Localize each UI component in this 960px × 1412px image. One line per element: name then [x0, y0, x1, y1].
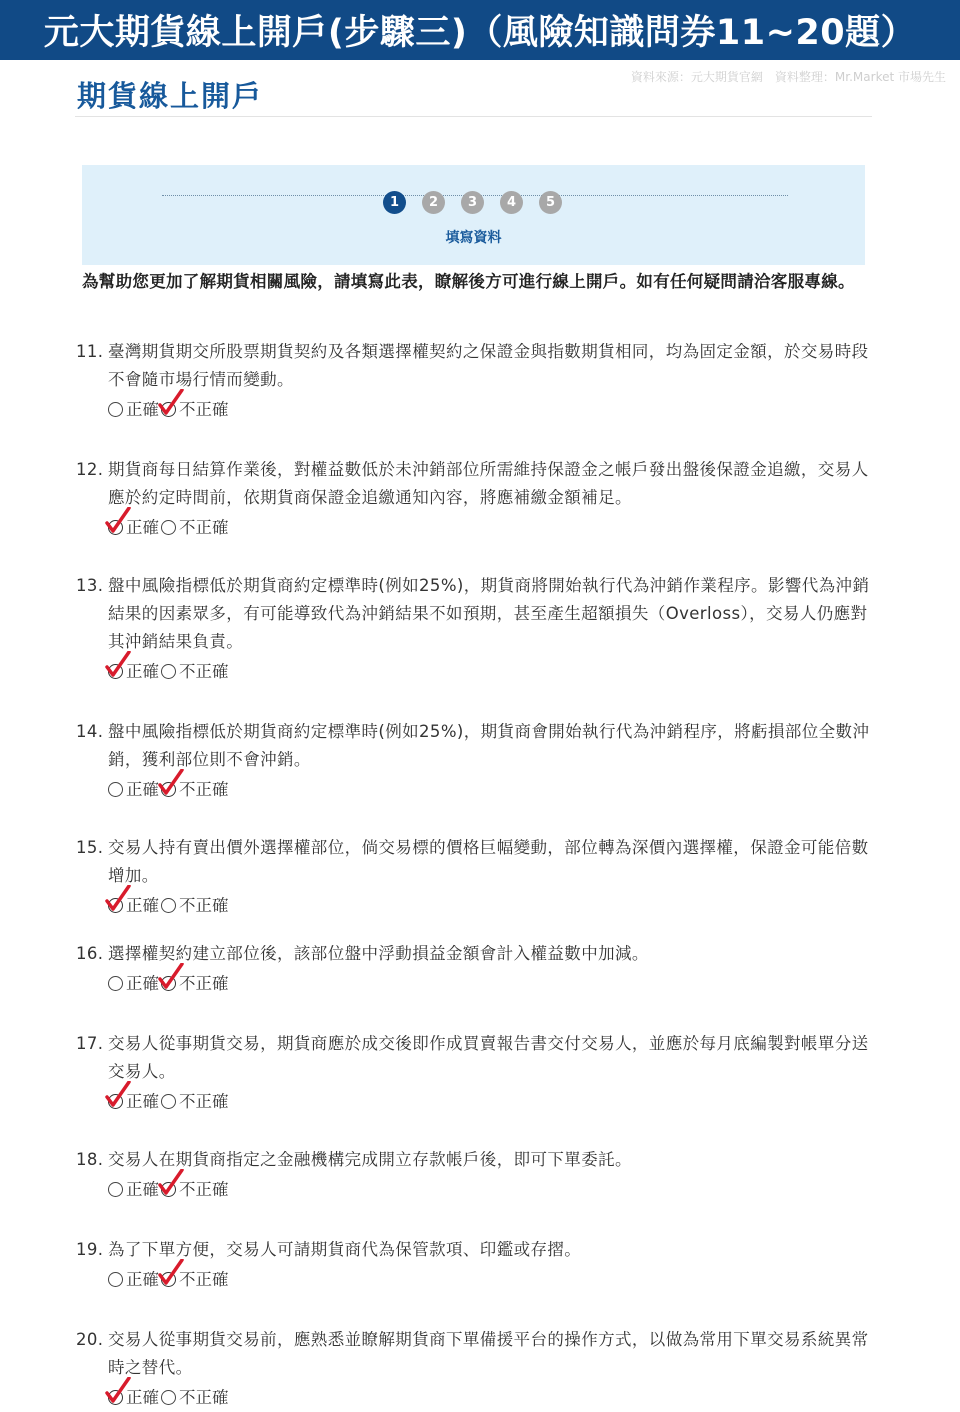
question-text: 交易人從事期貨交易，期貨商應於成交後即作成買賣報告書交付交易人，並應於每月底編製對帳單分送交易人。: [108, 1034, 869, 1081]
checkmark-icon: [158, 963, 184, 991]
option-incorrect[interactable]: [161, 1176, 229, 1200]
option-correct[interactable]: [108, 1176, 159, 1200]
option-incorrect[interactable]: [161, 776, 229, 800]
question-text: 盤中風險指標低於期貨商約定標準時(例如25%)，期貨商將開始執行代為沖銷作業程序。影響代為沖銷結果的因素眾多，有可能導致代為沖銷結果不如預期，甚至產生超額損失（Overloss），交易人仍應對其沖銷結果負責。: [108, 576, 870, 651]
question-number: 18.: [76, 1150, 104, 1169]
question-text: 盤中風險指標低於期貨商約定標準時(例如25%)，期貨商會開始執行代為沖銷程序，將虧損部位全數沖銷，獲利部位則不會沖銷。: [108, 722, 870, 769]
radio-button[interactable]: [108, 402, 123, 417]
option-label: 正確: [126, 662, 159, 681]
checkmark-icon: [158, 1169, 184, 1197]
checkmark-icon: [105, 885, 131, 913]
option-label: 不正確: [179, 896, 229, 915]
question-number: 11.: [76, 342, 104, 361]
option-label: 正確: [126, 974, 159, 993]
checkmark-icon: [105, 507, 131, 535]
option-incorrect[interactable]: [161, 1384, 229, 1408]
option-correct[interactable]: [108, 1088, 159, 1112]
radio-button[interactable]: [161, 1182, 176, 1197]
radio-button[interactable]: [161, 1272, 176, 1287]
question-item: [76, 1326, 876, 1410]
option-correct[interactable]: [108, 1384, 159, 1408]
option-label: 正確: [126, 518, 159, 537]
radio-button[interactable]: [161, 898, 176, 913]
radio-button[interactable]: [161, 976, 176, 991]
option-correct[interactable]: [108, 1266, 159, 1290]
question-text: 臺灣期貨期交所股票期貨契約及各類選擇權契約之保證金與指數期貨相同，均為固定金額，於交易時段不會隨市場行情而變動。: [108, 342, 869, 389]
step-3-indicator: 3: [461, 191, 484, 214]
step-5-indicator: 5: [539, 191, 562, 214]
source-note: 資料來源：元大期貨官網 資料整理：Mr.Market 市場先生: [630, 70, 946, 84]
option-correct[interactable]: [108, 396, 159, 420]
option-incorrect[interactable]: [161, 514, 229, 538]
option-label: 正確: [126, 1180, 159, 1199]
question-item: [76, 456, 876, 540]
step-2-indicator: 2: [422, 191, 445, 214]
question-text: 期貨商每日結算作業後，對權益數低於未沖銷部位所需維持保證金之帳戶發出盤後保證金追繳，交易人應於約定時間前，依期貨商保證金追繳通知內容，將應補繳金額補足。: [108, 460, 869, 507]
question-text: 為了下單方便，交易人可請期貨商代為保管款項、印鑑或存摺。: [108, 1240, 582, 1259]
answer-options: [108, 394, 876, 422]
question-number: 19.: [76, 1240, 104, 1259]
option-incorrect[interactable]: [161, 1088, 229, 1112]
step-label: 填寫資料: [445, 230, 502, 246]
checkmark-icon: [105, 651, 131, 679]
radio-button[interactable]: [108, 976, 123, 991]
answer-options: [108, 774, 876, 802]
page-title: 期貨線上開戶: [77, 79, 264, 113]
radio-button[interactable]: [161, 664, 176, 679]
question-text: 交易人在期貨商指定之金融機構完成開立存款帳戶後，即可下單委託。: [108, 1150, 632, 1169]
question-item: [76, 834, 876, 918]
option-label: 不正確: [179, 780, 229, 799]
question-item: [76, 338, 876, 422]
question-item: [76, 1030, 876, 1114]
radio-button[interactable]: [161, 402, 176, 417]
answer-options: [108, 1174, 876, 1202]
option-label: 不正確: [179, 518, 229, 537]
option-correct[interactable]: [108, 514, 159, 538]
option-label: 不正確: [179, 1092, 229, 1111]
checkmark-icon: [158, 389, 184, 417]
question-number: 13.: [76, 576, 104, 595]
checkmark-icon: [105, 1081, 131, 1109]
answer-options: [108, 1264, 876, 1292]
question-number: 16.: [76, 944, 104, 963]
radio-button[interactable]: [108, 1094, 123, 1109]
option-label: 不正確: [179, 1270, 229, 1289]
question-text: 交易人持有賣出價外選擇權部位，倘交易標的價格巨幅變動，部位轉為深價內選擇權，保證金可能倍數增加。: [108, 838, 869, 885]
radio-button[interactable]: [108, 520, 123, 535]
step-progress: [82, 165, 865, 265]
radio-button[interactable]: [108, 1390, 123, 1405]
option-label: 正確: [126, 780, 159, 799]
top-banner: [0, 0, 960, 60]
radio-button[interactable]: [161, 1094, 176, 1109]
option-label: 不正確: [179, 974, 229, 993]
question-number: 17.: [76, 1034, 104, 1053]
option-incorrect[interactable]: [161, 892, 229, 916]
option-correct[interactable]: [108, 776, 159, 800]
answer-options: [108, 968, 876, 996]
answer-options: [108, 512, 876, 540]
question-item: [76, 718, 876, 802]
radio-button[interactable]: [108, 1182, 123, 1197]
step-indicators: [383, 191, 562, 214]
question-text: 交易人從事期貨交易前，應熟悉並瞭解期貨商下單備援平台的操作方式，以做為常用下單交易系統異常時之替代。: [108, 1330, 869, 1377]
banner-title: 元大期貨線上開戶(步驟三)（風險知識問券11~20題）: [43, 13, 917, 53]
question-item: [76, 1146, 876, 1202]
checkmark-icon: [158, 1259, 184, 1287]
question-item: [76, 940, 876, 996]
option-label: 不正確: [179, 1180, 229, 1199]
option-correct[interactable]: [108, 892, 159, 916]
checkmark-icon: [158, 769, 184, 797]
option-label: 不正確: [179, 1388, 229, 1407]
option-incorrect[interactable]: [161, 1266, 229, 1290]
question-item: [76, 572, 876, 684]
question-text: 選擇權契約建立部位後，該部位盤中浮動損益金額會計入權益數中加減。: [108, 944, 649, 963]
question-number: 14.: [76, 722, 104, 741]
option-incorrect[interactable]: [161, 658, 229, 682]
radio-button[interactable]: [161, 782, 176, 797]
answer-options: [108, 890, 876, 918]
option-incorrect[interactable]: [161, 970, 229, 994]
radio-button[interactable]: [108, 782, 123, 797]
option-label: 正確: [126, 896, 159, 915]
intro-text: 為幫助您更加了解期貨相關風險，請填寫此表，瞭解後方可進行線上開戶。如有任何疑問請洽客服專線。: [82, 272, 855, 291]
radio-button[interactable]: [108, 1272, 123, 1287]
option-incorrect[interactable]: [161, 396, 229, 420]
step-1-indicator: 1: [383, 191, 406, 214]
option-correct[interactable]: [108, 970, 159, 994]
radio-button[interactable]: [161, 1390, 176, 1405]
question-item: [76, 1236, 876, 1292]
question-number: 12.: [76, 460, 104, 479]
radio-button[interactable]: [161, 520, 176, 535]
option-label: 不正確: [179, 662, 229, 681]
question-number: 15.: [76, 838, 104, 857]
option-label: 正確: [126, 1092, 159, 1111]
option-label: 正確: [126, 400, 159, 419]
checkmark-icon: [105, 1377, 131, 1405]
answer-options: [108, 656, 876, 684]
option-label: 不正確: [179, 400, 229, 419]
answer-options: [108, 1086, 876, 1114]
option-correct[interactable]: [108, 658, 159, 682]
question-number: 20.: [76, 1330, 104, 1349]
radio-button[interactable]: [108, 898, 123, 913]
option-label: 正確: [126, 1388, 159, 1407]
option-label: 正確: [126, 1270, 159, 1289]
radio-button[interactable]: [108, 664, 123, 679]
step-4-indicator: 4: [500, 191, 523, 214]
title-divider: [75, 116, 872, 117]
answer-options: [108, 1382, 876, 1410]
